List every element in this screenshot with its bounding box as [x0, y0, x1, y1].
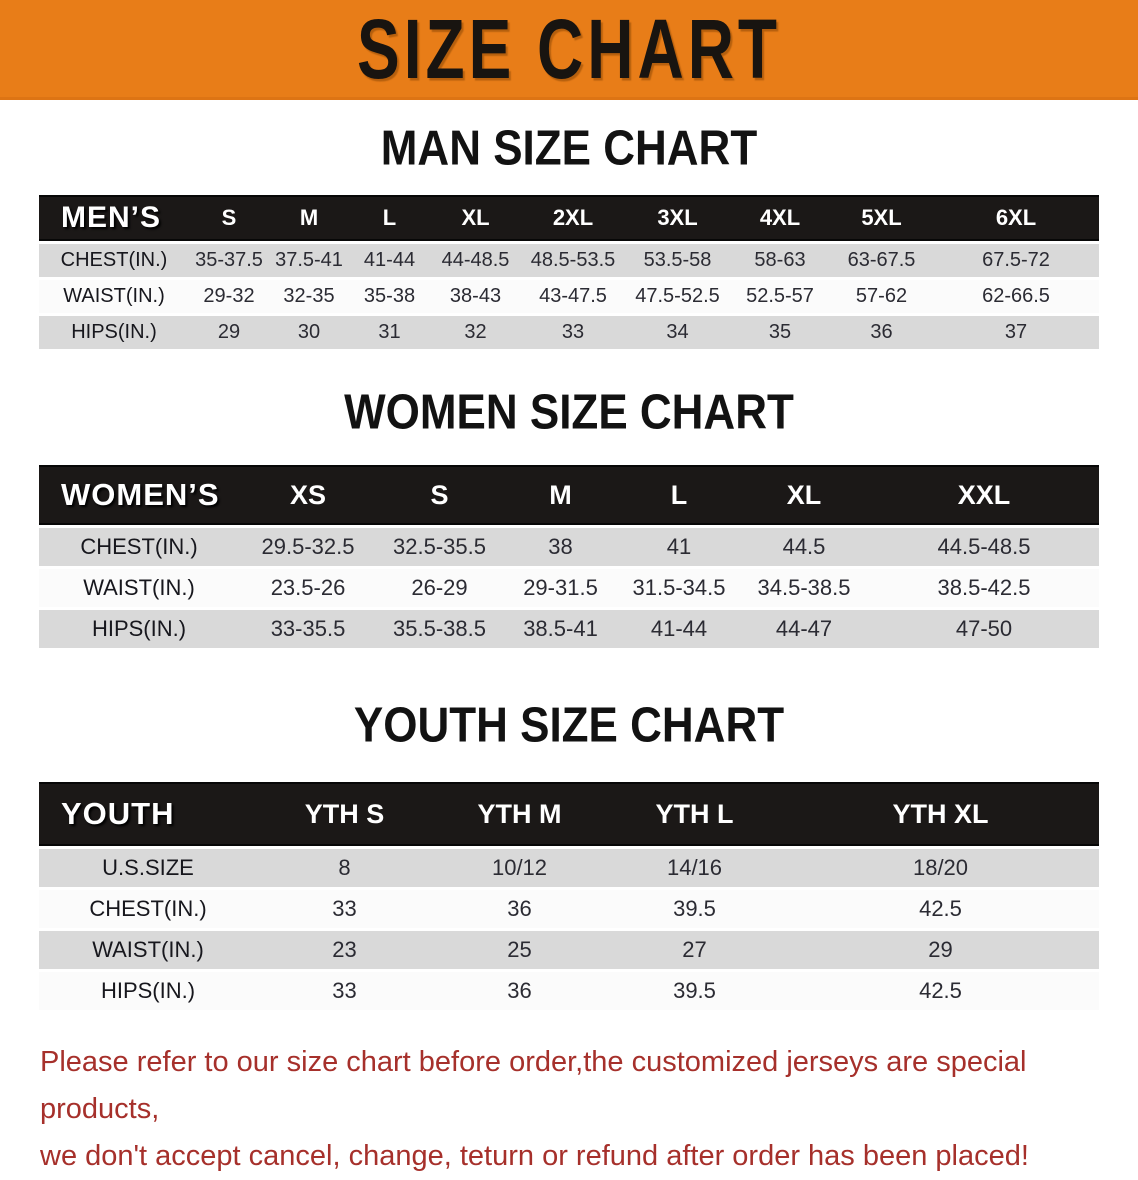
- table-cell: 33: [257, 890, 432, 928]
- size-column-header: S: [189, 195, 269, 241]
- table-cell: 44.5-48.5: [869, 528, 1099, 566]
- table-cell: 41-44: [349, 244, 430, 277]
- table-cell: 38-43: [430, 280, 521, 313]
- man-size-heading: MAN SIZE CHART: [380, 121, 758, 176]
- table-cell: 37.5-41: [269, 244, 349, 277]
- table-cell: 35.5-38.5: [377, 610, 502, 648]
- table-cell: 62-66.5: [933, 280, 1099, 313]
- table-row: [39, 972, 1099, 1010]
- size-column-header: 4XL: [730, 195, 830, 241]
- women-table-title: WOMEN’S: [39, 465, 239, 525]
- table-cell: 27: [607, 931, 782, 969]
- row-label: CHEST(IN.): [39, 528, 239, 566]
- table-row: [39, 280, 1099, 313]
- size-column-header: 5XL: [830, 195, 933, 241]
- table-cell: 29-31.5: [502, 569, 619, 607]
- table-row: [39, 244, 1099, 277]
- table-cell: 33: [257, 972, 432, 1010]
- table-cell: 42.5: [782, 972, 1099, 1010]
- youth-size-section: [0, 698, 1138, 1013]
- table-cell: 25: [432, 931, 607, 969]
- size-chart-banner: [0, 0, 1138, 100]
- youth-size-table: [39, 779, 1099, 1013]
- table-cell: 34.5-38.5: [739, 569, 869, 607]
- row-label: WAIST(IN.): [39, 569, 239, 607]
- table-cell: 34: [625, 316, 730, 349]
- man-table-header-row: [39, 195, 1099, 241]
- man-size-table: [39, 192, 1099, 352]
- women-size-table: [39, 462, 1099, 651]
- table-cell: 42.5: [782, 890, 1099, 928]
- row-label: CHEST(IN.): [39, 244, 189, 277]
- size-column-header: 3XL: [625, 195, 730, 241]
- table-cell: 32-35: [269, 280, 349, 313]
- table-cell: 35-37.5: [189, 244, 269, 277]
- table-row: [39, 849, 1099, 887]
- table-cell: 44-48.5: [430, 244, 521, 277]
- table-cell: 41-44: [619, 610, 739, 648]
- table-cell: 39.5: [607, 890, 782, 928]
- size-column-header: YTH XL: [782, 782, 1099, 846]
- table-cell: 47-50: [869, 610, 1099, 648]
- table-row: [39, 569, 1099, 607]
- table-cell: 38.5-42.5: [869, 569, 1099, 607]
- page-title: SIZE CHART: [357, 0, 781, 97]
- table-cell: 58-63: [730, 244, 830, 277]
- table-cell: 33-35.5: [239, 610, 377, 648]
- size-column-header: 2XL: [521, 195, 625, 241]
- size-column-header: 6XL: [933, 195, 1099, 241]
- table-cell: 36: [432, 972, 607, 1010]
- row-label: U.S.SIZE: [39, 849, 257, 887]
- size-column-header: XL: [739, 465, 869, 525]
- table-cell: 53.5-58: [625, 244, 730, 277]
- order-disclaimer: [40, 1039, 1138, 1180]
- table-cell: 30: [269, 316, 349, 349]
- table-cell: 44.5: [739, 528, 869, 566]
- women-size-heading: WOMEN SIZE CHART: [344, 385, 794, 440]
- youth-table-header-row: [39, 782, 1099, 846]
- youth-size-heading: YOUTH SIZE CHART: [353, 698, 785, 753]
- size-column-header: YTH S: [257, 782, 432, 846]
- table-cell: 35: [730, 316, 830, 349]
- table-cell: 29: [189, 316, 269, 349]
- table-cell: 18/20: [782, 849, 1099, 887]
- table-row: [39, 610, 1099, 648]
- size-column-header: S: [377, 465, 502, 525]
- size-column-header: YTH M: [432, 782, 607, 846]
- table-cell: 31: [349, 316, 430, 349]
- table-cell: 14/16: [607, 849, 782, 887]
- size-column-header: L: [349, 195, 430, 241]
- disclaimer-line-1: Please refer to our size chart before order,the customized jerseys are special products,: [40, 1046, 1027, 1125]
- table-row: [39, 316, 1099, 349]
- table-cell: 32: [430, 316, 521, 349]
- table-cell: 29-32: [189, 280, 269, 313]
- table-cell: 39.5: [607, 972, 782, 1010]
- size-column-header: YTH L: [607, 782, 782, 846]
- table-cell: 33: [521, 316, 625, 349]
- size-column-header: XL: [430, 195, 521, 241]
- table-cell: 38.5-41: [502, 610, 619, 648]
- table-cell: 23.5-26: [239, 569, 377, 607]
- table-cell: 44-47: [739, 610, 869, 648]
- row-label: HIPS(IN.): [39, 972, 257, 1010]
- man-table-title: MEN’S: [39, 195, 189, 241]
- table-cell: 23: [257, 931, 432, 969]
- table-cell: 36: [432, 890, 607, 928]
- table-cell: 47.5-52.5: [625, 280, 730, 313]
- row-label: WAIST(IN.): [39, 931, 257, 969]
- row-label: CHEST(IN.): [39, 890, 257, 928]
- table-cell: 36: [830, 316, 933, 349]
- table-row: [39, 890, 1099, 928]
- disclaimer-line-2: we don't accept cancel, change, teturn or refund after order has been placed!: [40, 1140, 1029, 1172]
- table-cell: 31.5-34.5: [619, 569, 739, 607]
- table-cell: 37: [933, 316, 1099, 349]
- table-cell: 29: [782, 931, 1099, 969]
- table-cell: 10/12: [432, 849, 607, 887]
- row-label: HIPS(IN.): [39, 316, 189, 349]
- size-column-header: M: [269, 195, 349, 241]
- women-size-section: [0, 385, 1138, 651]
- man-size-section: [0, 121, 1138, 352]
- table-cell: 35-38: [349, 280, 430, 313]
- table-row: [39, 931, 1099, 969]
- youth-table-title: YOUTH: [39, 782, 257, 846]
- table-cell: 48.5-53.5: [521, 244, 625, 277]
- table-row: [39, 528, 1099, 566]
- size-column-header: XS: [239, 465, 377, 525]
- table-cell: 52.5-57: [730, 280, 830, 313]
- table-cell: 67.5-72: [933, 244, 1099, 277]
- size-column-header: M: [502, 465, 619, 525]
- table-cell: 26-29: [377, 569, 502, 607]
- table-cell: 57-62: [830, 280, 933, 313]
- women-table-header-row: [39, 465, 1099, 525]
- table-cell: 41: [619, 528, 739, 566]
- table-cell: 8: [257, 849, 432, 887]
- table-cell: 38: [502, 528, 619, 566]
- table-cell: 63-67.5: [830, 244, 933, 277]
- table-cell: 43-47.5: [521, 280, 625, 313]
- size-column-header: XXL: [869, 465, 1099, 525]
- size-column-header: L: [619, 465, 739, 525]
- table-cell: 29.5-32.5: [239, 528, 377, 566]
- row-label: WAIST(IN.): [39, 280, 189, 313]
- table-cell: 32.5-35.5: [377, 528, 502, 566]
- row-label: HIPS(IN.): [39, 610, 239, 648]
